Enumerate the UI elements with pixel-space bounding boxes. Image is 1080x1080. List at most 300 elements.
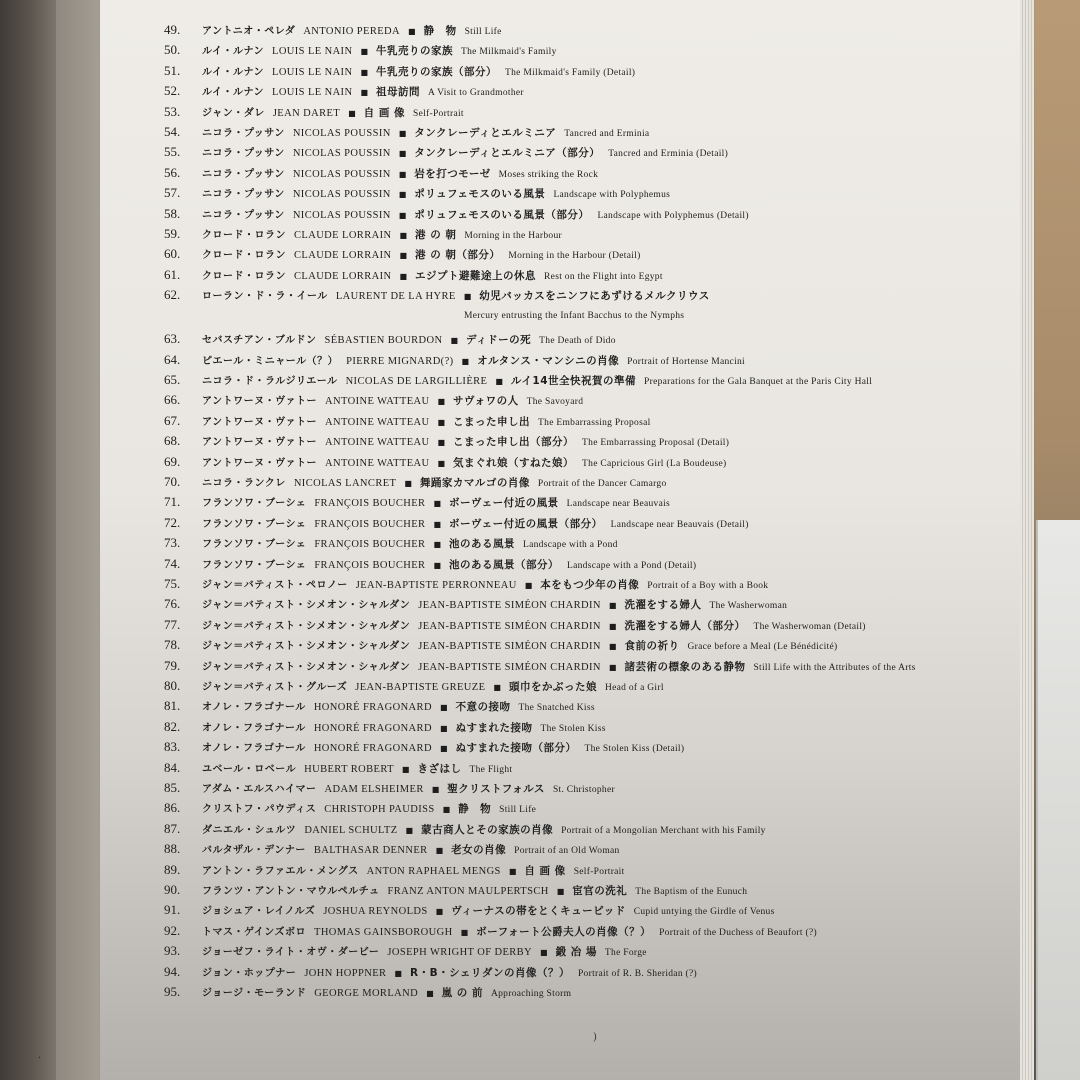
artist-name-japanese: ニコラ・プッサン (202, 189, 285, 201)
artist-name-japanese: ニコラ・ド・ラルジリエール (202, 376, 338, 387)
artist-name-english: JEAN DARET (272, 107, 341, 119)
artist-name-english: HONORÉ FRAGONARD (313, 743, 432, 755)
catalog-entry (164, 61, 635, 81)
title-english: Landscape with a Pond (523, 540, 618, 551)
title-japanese: 自 画 像 (524, 864, 566, 877)
artist-name-english: JEAN-BAPTISTE SIMÉON CHARDIN (418, 641, 601, 653)
separator-mark: ■ (360, 47, 369, 57)
artist-name-japanese: クロード・ロラン (202, 230, 286, 241)
catalog-entry (164, 370, 872, 390)
title-japanese: 諸芸術の標象のある静物 (624, 660, 746, 673)
title-english: Self-Portrait (573, 866, 625, 877)
entry-number: 74. (164, 555, 181, 571)
separator-mark: ■ (399, 231, 408, 240)
separator-mark: ■ (608, 601, 617, 611)
catalog-entry (164, 982, 571, 1002)
catalog-entry (164, 839, 620, 859)
title-japanese: 港 の 朝（部分） (415, 249, 501, 262)
artist-name-japanese: ジャン＝バティスト・グルーズ (202, 682, 348, 693)
entry-number: 51. (164, 62, 181, 78)
separator-mark: ■ (439, 703, 448, 713)
separator-mark: ■ (398, 149, 407, 159)
entry-number: 90. (164, 882, 181, 897)
title-japanese: 静 物 (458, 803, 492, 816)
artist-name-english: JEAN-BAPTISTE SIMÉON CHARDIN (418, 600, 601, 612)
page-fore-edge (1020, 0, 1034, 1080)
artist-name-japanese: ピエール・ミニャール（？） (202, 355, 339, 367)
separator-mark: ■ (495, 377, 503, 386)
separator-mark: ■ (398, 210, 407, 220)
entry-number: 58. (164, 205, 181, 221)
title-japanese: 気まぐれ娘（すねた娘） (453, 456, 575, 469)
title-japanese: サヴォワの人 (453, 395, 519, 408)
entry-number: 57. (164, 185, 181, 201)
catalog-entry (164, 102, 464, 122)
title-english: Morning in the Harbour (464, 231, 562, 241)
artist-name-japanese: ジャン＝バティスト・ペロノー (202, 580, 348, 591)
artist-name-english: FRANÇOIS BOUCHER (314, 539, 426, 551)
artist-name-japanese: フランソワ・ブーシェ (202, 559, 307, 571)
entry-number: 53. (164, 103, 181, 119)
entry-number: 93. (164, 943, 181, 959)
separator-mark: ■ (450, 336, 458, 346)
separator-mark: ■ (608, 662, 617, 672)
title-japanese: ボーヴェー付近の風景 (449, 497, 559, 510)
title-japanese: ディドーの死 (466, 334, 532, 347)
separator-mark: ■ (460, 927, 469, 937)
artist-name-english: LOUIS LE NAIN (272, 87, 353, 99)
artist-name-japanese: アントン・ラファエル・メングス (202, 865, 359, 877)
entry-number: 78. (164, 637, 181, 653)
title-english: Portrait of a Boy with a Book (647, 581, 769, 591)
title-english: Landscape near Beauvais (Detail) (610, 519, 749, 530)
separator-mark: ■ (435, 907, 444, 917)
title-english: The Baptism of the Eunuch (635, 887, 748, 897)
title-english: The Forge (604, 948, 647, 959)
separator-mark: ■ (442, 805, 451, 815)
artist-name-japanese: ジョーゼフ・ライト・オヴ・ダービー (202, 947, 380, 959)
catalog-entry (164, 717, 606, 737)
separator-mark: ■ (399, 271, 408, 281)
separator-mark: ■ (398, 190, 407, 200)
entry-number: 88. (164, 841, 181, 857)
catalog-entry (164, 350, 745, 370)
catalog-entry (164, 204, 749, 224)
artist-name-japanese: ニコラ・プッサン (202, 209, 285, 221)
separator-mark: ■ (608, 621, 617, 631)
catalog-entry (164, 758, 512, 778)
separator-mark: ■ (540, 948, 548, 958)
catalog-entry (164, 411, 651, 431)
title-japanese: ポリュフェモスのいる風景（部分） (414, 208, 590, 221)
title-english: Landscape with a Pond (Detail) (567, 560, 697, 571)
entry-number: 92. (164, 922, 181, 938)
artist-name-english: LAURENT DE LA HYRE (335, 291, 456, 303)
title-english: A Visit to Grandmother (428, 88, 524, 99)
artist-name-japanese: ジャン＝バティスト・シメオン・シャルダン (202, 661, 411, 673)
separator-mark: ■ (437, 458, 446, 468)
artist-name-english: FRANÇOIS BOUCHER (314, 559, 426, 571)
separator-mark: ■ (608, 642, 617, 652)
entry-number: 66. (164, 392, 181, 408)
separator-mark: ■ (437, 438, 446, 448)
title-japanese: 鍛 冶 場 (555, 946, 597, 959)
title-english: Still Life (499, 805, 537, 816)
catalog-entry (164, 594, 787, 614)
separator-mark: ■ (433, 560, 442, 570)
entry-number: 49. (164, 22, 181, 37)
entry-number: 54. (164, 124, 181, 139)
catalog-entry (164, 860, 625, 880)
separator-mark: ■ (493, 683, 501, 692)
catalog-entry (164, 224, 562, 244)
artist-name-english: JOSEPH WRIGHT OF DERBY (387, 947, 533, 959)
title-english: Portrait of Hortense Mancini (627, 356, 745, 367)
artist-name-english: NICOLAS POUSSIN (292, 168, 391, 180)
catalog-entry (164, 737, 684, 757)
artist-name-english: NICOLAS LANCRET (293, 478, 397, 489)
entry-number: 60. (164, 246, 181, 262)
entry-number: 65. (164, 372, 181, 387)
artist-name-japanese: ジャン＝バティスト・シメオン・シャルダン (202, 620, 411, 632)
separator-mark: ■ (433, 519, 442, 529)
title-english: Portrait of a Mongolian Merchant with his Family (561, 825, 766, 836)
separator-mark: ■ (360, 88, 369, 98)
artist-name-english: NICOLAS POUSSIN (292, 189, 391, 201)
separator-mark: ■ (508, 866, 517, 876)
title-english: The Snatched Kiss (518, 703, 595, 714)
page-gutter (56, 0, 100, 1080)
artist-name-japanese: フランソワ・ブーシェ (202, 498, 307, 510)
title-japanese: 本をもつ少年の肖像 (540, 579, 640, 591)
artist-name-japanese: ニコラ・ランクレ (202, 478, 286, 489)
separator-mark: ■ (399, 251, 408, 261)
artist-name-english: SÉBASTIEN BOURDON (324, 335, 443, 347)
artist-name-english: NICOLAS POUSSIN (292, 128, 391, 139)
artist-name-japanese: アントワーヌ・ヴァトー (202, 437, 317, 449)
entry-number: 56. (164, 164, 181, 180)
title-japanese: ポリュフェモスのいる風景 (414, 188, 546, 201)
separator-mark: ■ (433, 540, 442, 550)
artist-name-english: JEAN-BAPTISTE PERRONNEAU (355, 580, 517, 591)
title-english: Cupid untying the Girdle of Venus (633, 907, 775, 918)
catalog-entry (164, 880, 747, 900)
artist-name-japanese: アントニオ・ペレダ (202, 26, 296, 37)
catalog-entry (164, 513, 749, 533)
catalog-entry (164, 656, 916, 676)
title-japanese: 嵐 の 前 (441, 987, 483, 999)
entry-number: 63. (164, 331, 181, 347)
artist-name-english: ANTOINE WATTEAU (325, 396, 430, 408)
title-english: The Flight (469, 764, 513, 775)
artist-name-english: ADAM ELSHEIMER (324, 784, 424, 795)
artist-name-english: ANTOINE WATTEAU (325, 437, 430, 449)
title-english: Morning in the Harbour (Detail) (508, 251, 641, 262)
catalog-entry (164, 900, 775, 920)
separator-mark: ■ (463, 292, 472, 302)
artist-name-english: HUBERT ROBERT (304, 763, 394, 775)
entry-number: 91. (164, 902, 181, 918)
artist-name-japanese: ジャン・ダレ (202, 107, 265, 119)
catalog-entry (164, 81, 524, 101)
separator-mark: ■ (398, 169, 407, 179)
title-english: Portrait of the Dancer Camargo (537, 479, 667, 489)
artist-name-english: FRANÇOIS BOUCHER (314, 498, 426, 510)
title-japanese: エジプト避難途上の休息 (415, 269, 537, 282)
catalog-entry (164, 163, 598, 183)
separator-mark: ■ (431, 785, 440, 794)
artist-name-english: DANIEL SCHULTZ (304, 824, 398, 836)
artist-name-english: CHRISTOPH PAUDISS (324, 804, 435, 816)
separator-mark: ■ (556, 887, 565, 896)
entry-number: 76. (164, 596, 181, 612)
catalog-entry (164, 574, 768, 594)
entry-number: 50. (164, 42, 181, 58)
artist-name-japanese: アダム・エルスハイマー (202, 784, 317, 795)
background-card (1036, 520, 1080, 1080)
artist-name-english: LOUIS LE NAIN (272, 66, 353, 78)
title-japanese: 老女の肖像 (451, 844, 507, 857)
artist-name-english: FRANZ ANTON MAULPERTSCH (387, 886, 549, 897)
entry-number: 75. (164, 576, 181, 591)
title-japanese: 祖母訪問 (376, 86, 421, 99)
artist-name-japanese: フランツ・アントン・マウルペルチュ (202, 886, 380, 897)
title-english: Grace before a Meal (Le Bénédicité) (687, 642, 838, 653)
catalog-entry (164, 676, 664, 696)
title-japanese: ぬすまれた接吻 (455, 721, 533, 734)
title-english: The Washerwoman (Detail) (753, 621, 866, 632)
artist-name-japanese: ルイ・ルナン (202, 46, 264, 58)
title-english: Rest on the Flight into Egypt (544, 271, 663, 282)
artist-name-english: ANTOINE WATTEAU (325, 457, 430, 469)
entry-number: 87. (164, 820, 181, 836)
catalog-entry (164, 285, 718, 305)
entry-number: 84. (164, 759, 181, 775)
title-english: St. Christopher (552, 785, 615, 795)
artist-name-english: ANTON RAPHAEL MENGS (366, 865, 501, 877)
entry-number: 69. (164, 453, 181, 469)
separator-mark: ■ (401, 764, 410, 774)
artist-name-english: JOHN HOPPNER (304, 967, 387, 979)
title-english: The Stolen Kiss (Detail) (584, 744, 685, 755)
entry-number: 82. (164, 718, 181, 734)
title-english: Self-Portrait (412, 108, 464, 119)
catalog-entry (164, 941, 647, 961)
entry-number: 55. (164, 144, 181, 160)
title-japanese: ボーヴェー付近の風景（部分） (449, 517, 603, 530)
title-japanese: タンクレーディとエルミニア (414, 127, 557, 139)
entry-number: 81. (164, 698, 181, 714)
artist-name-english: JEAN-BAPTISTE GREUZE (355, 682, 486, 693)
separator-mark: ■ (405, 825, 414, 835)
title-japanese: R・B・シェリダンの肖像（？） (409, 966, 570, 979)
entry-number: 79. (164, 657, 181, 673)
artist-name-japanese: トマス・ゲインズボロ (202, 926, 306, 938)
title-english: Landscape with Polyphemus (553, 190, 671, 201)
catalog-entry (164, 452, 727, 472)
separator-mark: ■ (437, 397, 446, 407)
title-english: Portrait of the Duchess of Beaufort (?) (659, 927, 817, 938)
title-english: The Capricious Girl (La Boudeuse) (582, 458, 727, 469)
artist-name-japanese: ニコラ・プッサン (202, 148, 285, 160)
artist-name-japanese: セバスチアン・ブルドン (202, 335, 317, 347)
title-english: The Embarrassing Proposal (Detail) (582, 438, 730, 449)
title-japanese: こまった申し出（部分） (453, 436, 575, 449)
entry-number: 62. (164, 287, 181, 303)
entry-number: 73. (164, 535, 181, 551)
catalog-entry (164, 122, 649, 142)
catalog-entry (164, 819, 766, 839)
title-japanese: オルタンス・マンシニの肖像 (477, 354, 620, 367)
title-english: Portrait of R. B. Sheridan (?) (577, 968, 697, 979)
title-english: Head of a Girl (604, 683, 664, 693)
artist-name-english: PIERRE MIGNARD(?) (346, 355, 454, 367)
title-japanese: ヴィーナスの帯をとくキューピッド (451, 905, 626, 918)
separator-mark: ■ (439, 723, 448, 733)
entry-62-subtitle: Mercury entrusting the Infant Bacchus to the Nymphs (464, 311, 685, 321)
separator-mark: ■ (437, 417, 446, 427)
title-japanese: 洗濯をする婦人（部分） (624, 619, 746, 632)
separator-mark: ■ (348, 108, 356, 118)
entry-number: 70. (164, 474, 181, 489)
catalog-entry (164, 265, 663, 285)
artist-name-japanese: オノレ・フラゴナール (202, 702, 306, 714)
artist-name-japanese: ニコラ・プッサン (202, 168, 285, 180)
title-japanese: 港 の 朝 (415, 229, 457, 241)
separator-mark: ■ (461, 356, 470, 366)
artist-name-japanese: ダニエル・シュルツ (202, 824, 297, 836)
separator-mark: ■ (394, 968, 402, 978)
separator-mark: ■ (408, 27, 416, 36)
entry-number: 72. (164, 514, 181, 530)
artist-name-english: JOSHUA REYNOLDS (323, 906, 428, 918)
separator-mark: ■ (524, 581, 533, 590)
artist-name-english: NICOLAS POUSSIN (292, 209, 391, 221)
title-japanese: 牛乳売りの家族（部分） (376, 65, 498, 78)
entry-number: 77. (164, 616, 181, 632)
entry-number: 59. (164, 226, 181, 241)
catalog-entry (164, 329, 616, 349)
artist-name-japanese: ニコラ・プッサン (202, 128, 285, 139)
title-japanese: 食前の祈り (624, 640, 680, 653)
catalog-entry (164, 40, 557, 60)
title-japanese: タンクレーディとエルミニア（部分） (414, 147, 601, 160)
artist-name-english: JEAN-BAPTISTE SIMÉON CHARDIN (418, 620, 601, 632)
title-japanese: 不意の接吻 (455, 701, 511, 714)
entry-number: 64. (164, 351, 181, 367)
artist-name-japanese: ユベール・ロベール (202, 763, 297, 775)
title-japanese: 池のある風景（部分） (449, 558, 560, 571)
catalog-entry (164, 472, 667, 492)
separator-mark: ■ (433, 499, 442, 509)
artist-name-english: ANTOINE WATTEAU (325, 416, 430, 428)
artist-name-japanese: アントワーヌ・ヴァトー (202, 396, 317, 408)
title-english: Landscape near Beauvais (566, 499, 671, 510)
catalog-entry (164, 492, 670, 512)
artist-name-japanese: ローラン・ド・ラ・イール (202, 291, 328, 303)
separator-mark: ■ (426, 989, 434, 998)
catalog-entry (164, 778, 615, 798)
title-japanese: 頭巾をかぶった娘 (508, 681, 597, 693)
artist-name-japanese: アントワーヌ・ヴァトー (202, 416, 317, 428)
artist-name-japanese: フランソワ・ブーシェ (202, 518, 307, 530)
artist-name-english: CLAUDE LORRAIN (294, 270, 392, 282)
title-english: Landscape with Polyphemus (Detail) (597, 210, 749, 221)
title-english: Approaching Storm (490, 989, 572, 999)
entry-number: 80. (164, 678, 181, 693)
artist-name-english: CLAUDE LORRAIN (294, 230, 392, 241)
title-english: The Washerwoman (709, 601, 788, 612)
catalog-entry (164, 390, 583, 410)
title-english: The Embarrassing Proposal (538, 417, 651, 428)
artist-name-english: HONORÉ FRAGONARD (313, 722, 432, 734)
catalog-entry (164, 142, 728, 162)
title-japanese: 幼児バッカスをニンフにあずけるメルクリウス (479, 290, 710, 303)
catalog-entry (164, 533, 618, 553)
artist-name-english: NICOLAS POUSSIN (292, 148, 391, 160)
catalog-entry (164, 615, 866, 635)
entry-number: 85. (164, 780, 181, 795)
title-japanese: 池のある風景 (449, 538, 516, 551)
catalog-entry (164, 962, 697, 982)
artist-name-japanese: ルイ・ルナン (202, 66, 264, 78)
artist-name-english: GEORGE MORLAND (314, 988, 419, 999)
catalog-entry (164, 244, 641, 264)
title-japanese: 自 画 像 (363, 106, 405, 119)
separator-mark: ■ (435, 846, 444, 856)
title-english: Tancred and Erminia (Detail) (608, 149, 729, 160)
entry-number: 68. (164, 433, 181, 449)
title-japanese: 蒙古商人とその家族の肖像 (421, 823, 554, 836)
artist-name-japanese: クロード・ロラン (202, 250, 286, 262)
title-japanese: ぬすまれた接吻（部分） (455, 742, 577, 755)
separator-mark: ■ (439, 744, 448, 754)
artist-name-english: ANTONIO PEREDA (303, 26, 401, 37)
separator-mark: ■ (398, 129, 407, 138)
artist-name-japanese: バルタザル・デンナー (202, 845, 306, 857)
artist-name-japanese: ジョシュア・レイノルズ (202, 906, 316, 918)
title-english: Still Life (464, 27, 502, 37)
title-japanese: 舞踊家カマルゴの肖像 (419, 477, 530, 489)
catalog-page (100, 0, 1032, 1080)
title-japanese: 宦官の洗礼 (572, 885, 628, 897)
title-japanese: きざはし (417, 762, 462, 775)
entry-number: 94. (164, 963, 181, 979)
artist-name-japanese: フランソワ・ブーシェ (202, 539, 307, 551)
artist-name-english: LOUIS LE NAIN (272, 46, 353, 58)
artist-name-english: FRANÇOIS BOUCHER (314, 518, 426, 530)
artist-name-japanese: オノレ・フラゴナール (202, 743, 306, 755)
artist-name-japanese: ジョージ・モーランド (202, 988, 307, 999)
title-japanese: 洗濯をする婦人 (624, 599, 702, 612)
entry-number: 71. (164, 494, 181, 510)
entry-number: 67. (164, 412, 181, 428)
artist-name-english: THOMAS GAINSBOROUGH (314, 926, 453, 938)
artist-name-japanese: オノレ・フラゴナール (202, 722, 306, 734)
page-mark: ) (593, 1032, 597, 1043)
title-english: Tancred and Erminia (564, 129, 650, 139)
title-english: The Savoyard (526, 397, 584, 408)
artist-name-japanese: ジャン＝バティスト・シメオン・シャルダン (202, 641, 411, 653)
artist-name-japanese: クリストフ・パウディス (202, 804, 317, 816)
catalog-entry (164, 635, 837, 655)
entry-number: 89. (164, 861, 181, 877)
title-english: The Milkmaid's Family (Detail) (505, 67, 636, 78)
catalog-entry (164, 183, 670, 203)
title-japanese: ルイ14世全快祝賀の準備 (510, 375, 637, 387)
artist-name-japanese: ジャン＝バティスト・シメオン・シャルダン (202, 600, 411, 612)
artist-name-english: CLAUDE LORRAIN (294, 250, 392, 262)
